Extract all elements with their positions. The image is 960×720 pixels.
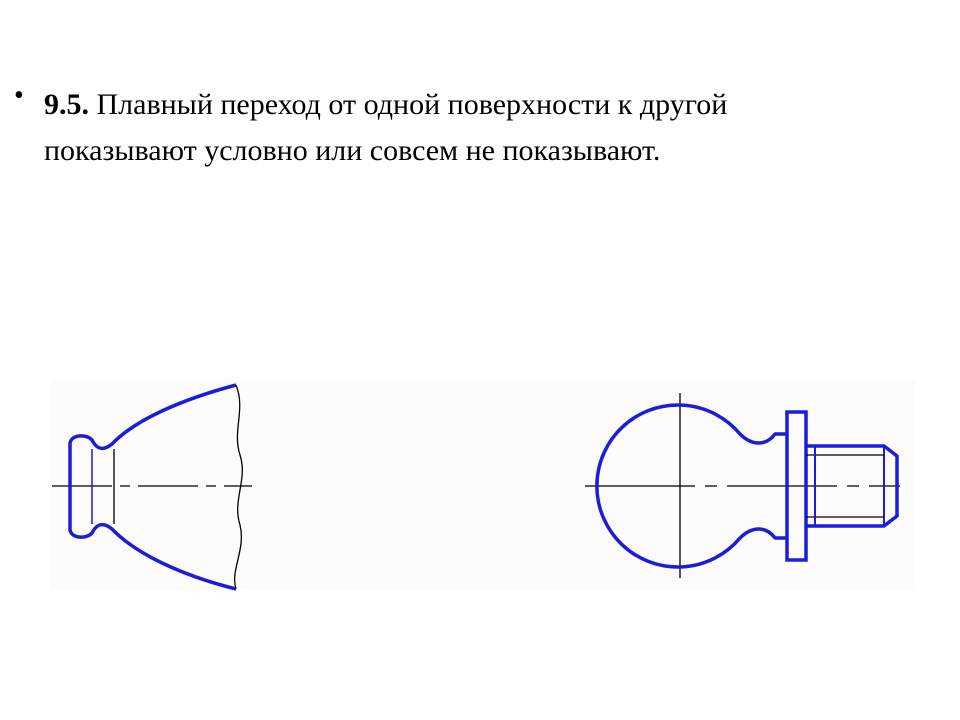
bullet-point: • [14,80,24,111]
rule-text-line-1-rest: Плавный переход от одной поверхности к другой [89,88,728,121]
left-break-line [235,385,243,589]
left-part-drawing [52,385,252,589]
rule-text-line-2: показывают условно или совсем не показывают. [44,134,661,167]
left-part-outline [70,385,236,589]
rule-number: 9.5. [44,88,89,121]
right-part-drawing [585,393,900,578]
